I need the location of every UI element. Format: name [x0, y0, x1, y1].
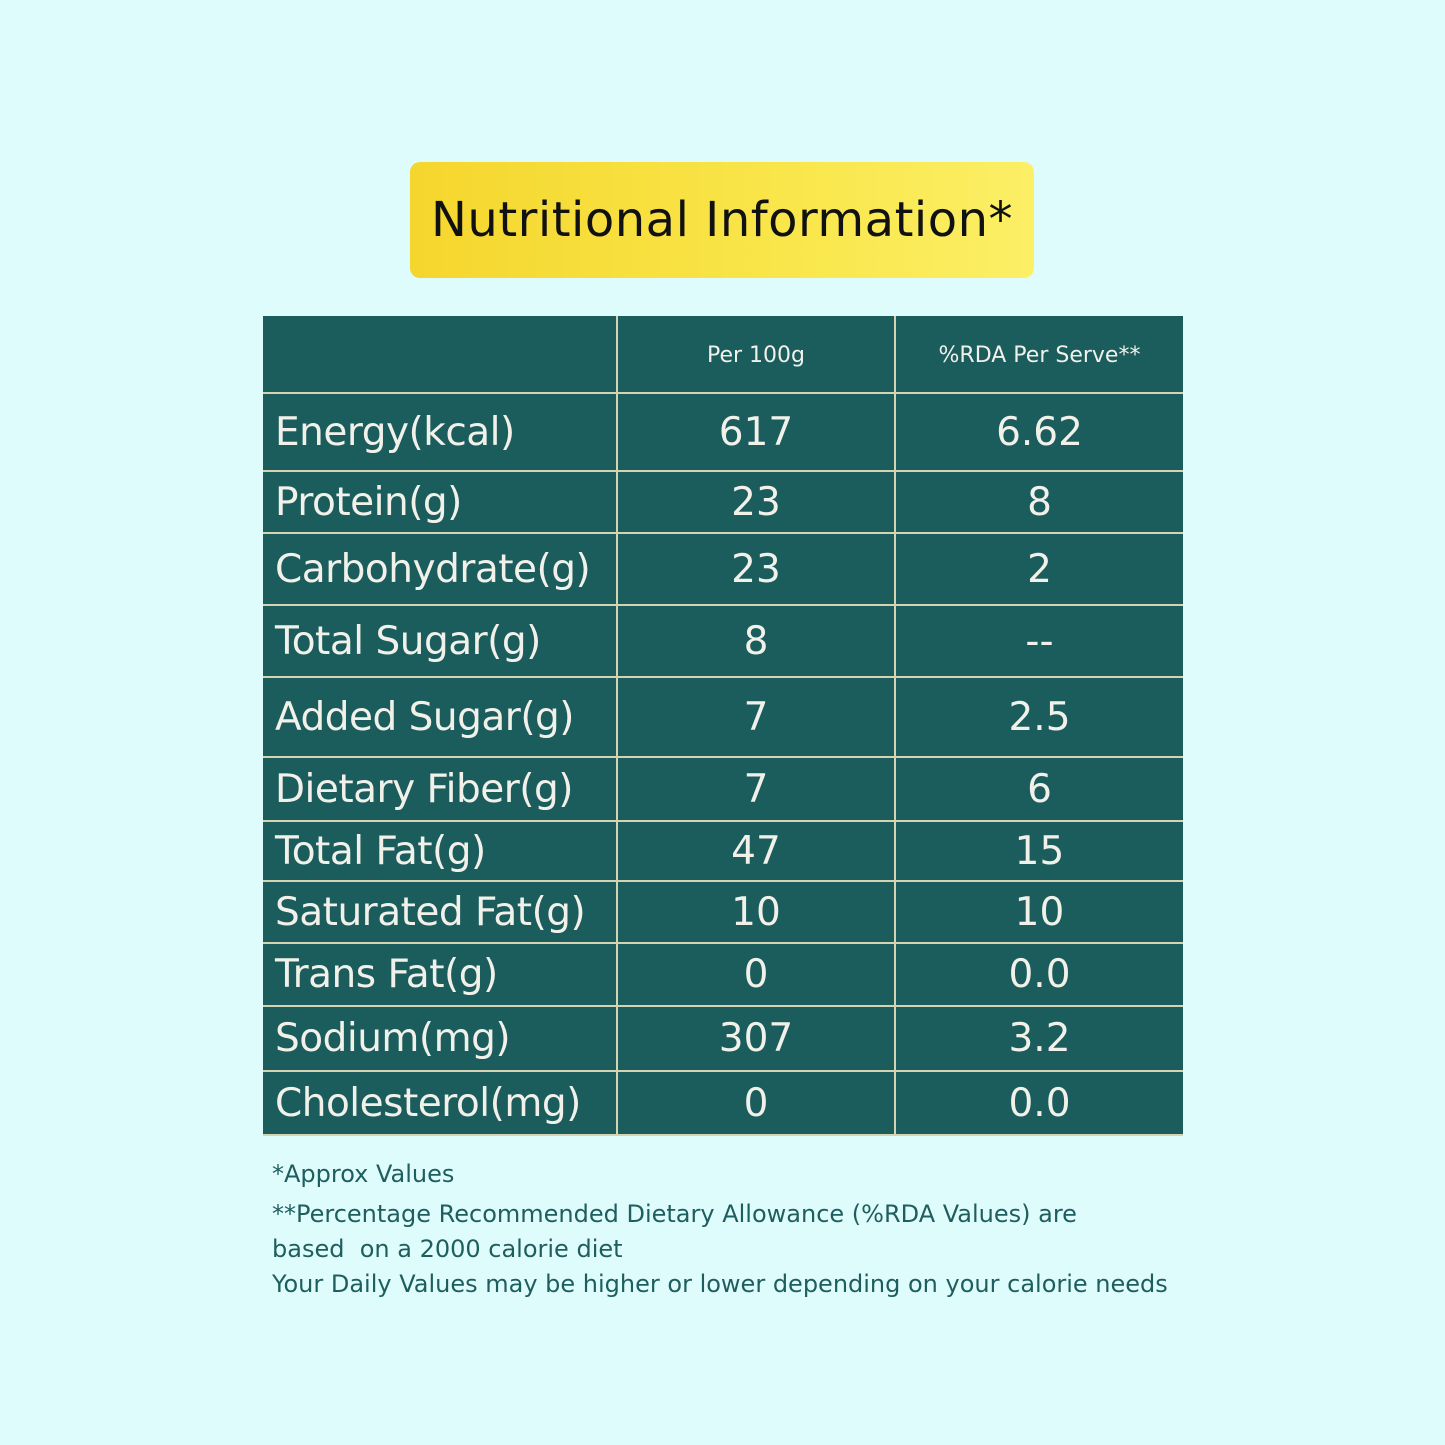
- rda-value: --: [895, 605, 1183, 677]
- per-100g-value: 23: [617, 471, 895, 533]
- nutrient-name: Carbohydrate(g): [263, 533, 617, 605]
- footnote-rda: **Percentage Recommended Dietary Allowance (%RDA Values) are: [272, 1200, 1077, 1228]
- table-row: [263, 393, 1183, 471]
- header-per-100g: Per 100g: [617, 317, 895, 393]
- nutrient-name: Trans Fat(g): [263, 943, 617, 1006]
- per-100g-value: 23: [617, 533, 895, 605]
- rda-value: 8: [895, 471, 1183, 533]
- page-title: Nutritional Information*: [430, 192, 1014, 248]
- title-badge: [410, 162, 1034, 278]
- per-100g-value: 617: [617, 393, 895, 471]
- table-row: [263, 533, 1183, 605]
- per-100g-value: 7: [617, 757, 895, 821]
- per-100g-value: 7: [617, 677, 895, 757]
- header-rda-per-serve: %RDA Per Serve**: [895, 317, 1183, 393]
- rda-value: 6: [895, 757, 1183, 821]
- table-row: [263, 943, 1183, 1006]
- table-row: [263, 471, 1183, 533]
- nutrient-name: Dietary Fiber(g): [263, 757, 617, 821]
- table-row: [263, 1006, 1183, 1071]
- rda-value: 6.62: [895, 393, 1183, 471]
- rda-value: 0.0: [895, 943, 1183, 1006]
- footnote-calorie-basis: based on a 2000 calorie diet: [272, 1235, 623, 1263]
- nutrient-name: Total Fat(g): [263, 821, 617, 881]
- nutrient-name: Energy(kcal): [263, 393, 617, 471]
- per-100g-value: 0: [617, 1071, 895, 1135]
- footnote-approx: *Approx Values: [272, 1160, 455, 1188]
- rda-value: 0.0: [895, 1071, 1183, 1135]
- per-100g-value: 307: [617, 1006, 895, 1071]
- table-row: [263, 757, 1183, 821]
- table-row: [263, 881, 1183, 943]
- nutrient-name: Protein(g): [263, 471, 617, 533]
- nutrient-name: Cholesterol(mg): [263, 1071, 617, 1135]
- per-100g-value: 8: [617, 605, 895, 677]
- header-nutrient: [263, 317, 617, 393]
- rda-value: 10: [895, 881, 1183, 943]
- nutrition-table: [263, 316, 1183, 1136]
- per-100g-value: 47: [617, 821, 895, 881]
- per-100g-value: 0: [617, 943, 895, 1006]
- table-row: [263, 821, 1183, 881]
- rda-value: 15: [895, 821, 1183, 881]
- rda-value: 2.5: [895, 677, 1183, 757]
- nutrient-name: Total Sugar(g): [263, 605, 617, 677]
- rda-value: 2: [895, 533, 1183, 605]
- nutrient-name: Saturated Fat(g): [263, 881, 617, 943]
- footnote-daily-values: Your Daily Values may be higher or lower depending on your calorie needs: [272, 1270, 1168, 1298]
- nutrient-name: Added Sugar(g): [263, 677, 617, 757]
- nutrient-name: Sodium(mg): [263, 1006, 617, 1071]
- table-row: [263, 605, 1183, 677]
- table-row: [263, 1071, 1183, 1135]
- per-100g-value: 10: [617, 881, 895, 943]
- table-row: [263, 677, 1183, 757]
- rda-value: 3.2: [895, 1006, 1183, 1071]
- footnotes: [272, 1157, 1232, 1302]
- table-header-row: [263, 317, 1183, 393]
